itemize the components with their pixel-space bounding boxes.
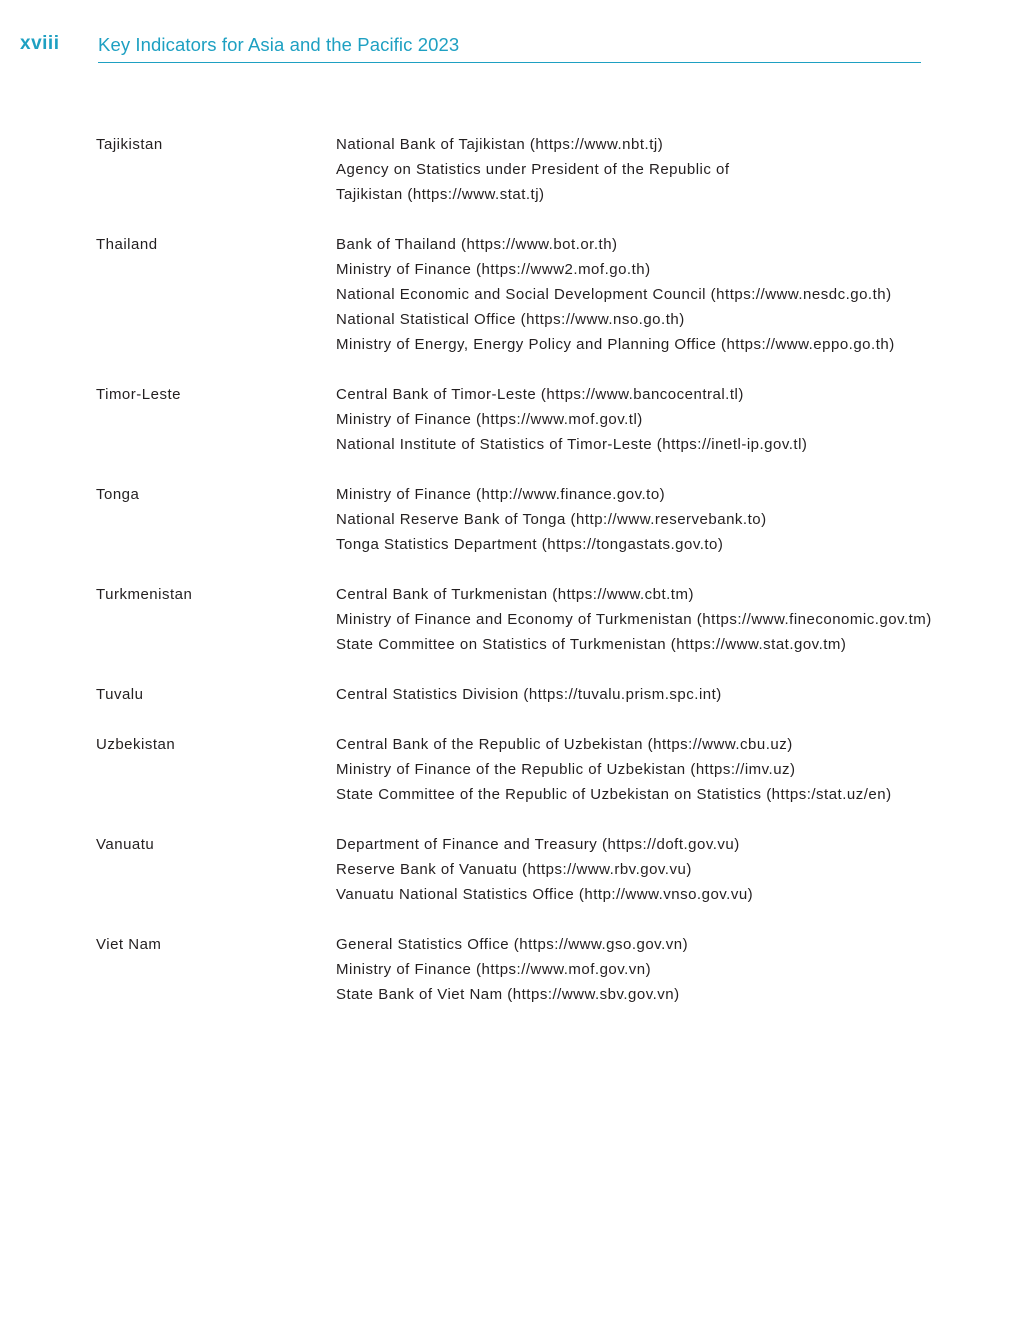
source-entry: State Committee of the Republic of Uzbekistan on Statistics (https:/stat.uz/en) — [336, 786, 892, 803]
country-block — [96, 932, 936, 1007]
country-name: Turkmenistan — [96, 586, 193, 603]
country-block — [96, 482, 936, 557]
source-entry: Ministry of Finance and Economy of Turkmenistan (https://www.fineconomic.gov.tm) — [336, 611, 932, 628]
source-entry: National Bank of Tajikistan (https://www.nbt.tj) — [336, 136, 664, 153]
country-block — [96, 232, 936, 357]
source-entry: Tonga Statistics Department (https://tongastats.gov.to) — [336, 536, 724, 553]
source-entry: Central Bank of Turkmenistan (https://www.cbt.tm) — [336, 586, 694, 603]
source-list — [336, 232, 936, 357]
country-name: Timor-Leste — [96, 386, 181, 403]
source-entry: Ministry of Finance (https://www.mof.gov.tl) — [336, 411, 643, 428]
source-entry: National Institute of Statistics of Timor-Leste (https://inetl-ip.gov.tl) — [336, 436, 808, 453]
source-list — [336, 482, 936, 557]
source-list — [336, 932, 936, 1007]
source-list — [336, 682, 936, 707]
country-block — [96, 382, 936, 457]
country-block — [96, 832, 936, 907]
source-list — [336, 382, 936, 457]
running-title: Key Indicators for Asia and the Pacific 2023 — [98, 34, 460, 55]
source-list — [336, 582, 936, 657]
source-entry: Central Bank of Timor-Leste (https://www.bancocentral.tl) — [336, 386, 744, 403]
source-entry: State Committee on Statistics of Turkmenistan (https://www.stat.gov.tm) — [336, 636, 847, 653]
source-entry: Ministry of Finance (http://www.finance.gov.to) — [336, 486, 666, 503]
source-entry: National Economic and Social Development Council (https://www.nesdc.go.th) — [336, 286, 892, 303]
source-entry: Reserve Bank of Vanuatu (https://www.rbv.gov.vu) — [336, 861, 692, 878]
source-entry: Agency on Statistics under President of the Republic of — [336, 161, 730, 178]
source-entry: National Reserve Bank of Tonga (http://www.reservebank.to) — [336, 511, 767, 528]
data-sources-list — [96, 132, 936, 1032]
source-entry: Tajikistan (https://www.stat.tj) — [336, 186, 545, 203]
source-entry: Ministry of Energy, Energy Policy and Planning Office (https://www.eppo.go.th) — [336, 336, 895, 353]
source-entry: State Bank of Viet Nam (https://www.sbv.gov.vn) — [336, 986, 680, 1003]
country-name: Vanuatu — [96, 836, 155, 853]
country-name: Thailand — [96, 236, 158, 253]
country-name: Tajikistan — [96, 136, 163, 153]
page-number: xviii — [20, 33, 60, 54]
page-header — [0, 0, 1020, 70]
country-block — [96, 732, 936, 807]
country-name: Tonga — [96, 486, 140, 503]
source-list — [336, 132, 936, 207]
source-entry: Vanuatu National Statistics Office (http://www.vnso.gov.vu) — [336, 886, 754, 903]
country-block — [96, 582, 936, 657]
source-entry: Central Bank of the Republic of Uzbekistan (https://www.cbu.uz) — [336, 736, 793, 753]
source-list — [336, 732, 936, 807]
source-entry: Ministry of Finance (https://www2.mof.go.th) — [336, 261, 651, 278]
source-entry: Ministry of Finance (https://www.mof.gov.vn) — [336, 961, 652, 978]
country-block — [96, 682, 936, 707]
country-block — [96, 132, 936, 207]
source-entry: Ministry of Finance of the Republic of Uzbekistan (https://imv.uz) — [336, 761, 796, 778]
source-entry: Department of Finance and Treasury (https://doft.gov.vu) — [336, 836, 740, 853]
country-name: Tuvalu — [96, 686, 144, 703]
source-entry: General Statistics Office (https://www.gso.gov.vn) — [336, 936, 689, 953]
header-divider — [98, 62, 921, 63]
source-entry: Bank of Thailand (https://www.bot.or.th) — [336, 236, 618, 253]
country-name: Uzbekistan — [96, 736, 176, 753]
source-entry: National Statistical Office (https://www.nso.go.th) — [336, 311, 685, 328]
country-name: Viet Nam — [96, 936, 162, 953]
source-entry: Central Statistics Division (https://tuvalu.prism.spc.int) — [336, 686, 722, 703]
source-list — [336, 832, 936, 907]
